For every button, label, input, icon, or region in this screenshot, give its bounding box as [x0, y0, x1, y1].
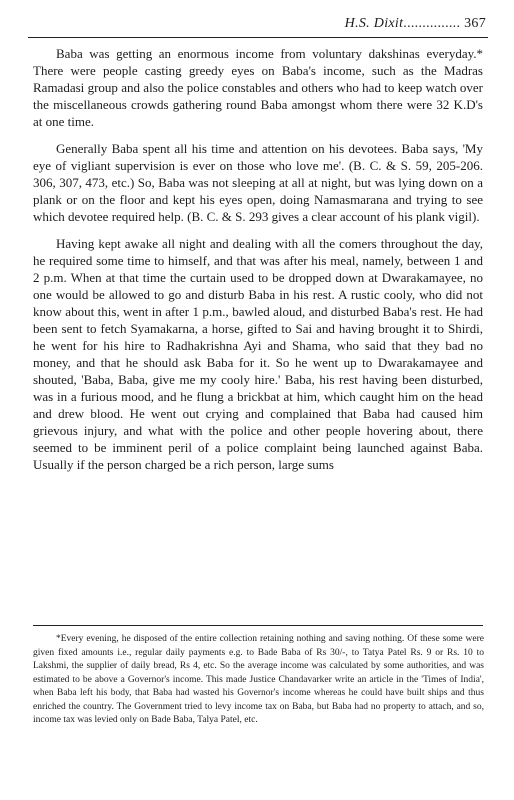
page-number: 367	[464, 16, 486, 31]
paragraph-1: Baba was getting an enormous income from voluntary dakshinas everyday.* There were people casting greedy eyes on Baba's income, such as the Madras Ramadasi group and also the police constables and others who had to keep watch over the miscellaneous crowds gathering round Baba amongst whom there were 32 K.D's at one time.	[33, 46, 483, 129]
body-text	[33, 45, 483, 483]
header-leader-dots: ...............	[403, 16, 461, 31]
paragraph-2: Generally Baba spent all his time and attention on his devotees. Baba says, 'My eye of vigliant supervision is ever on those who love me'. (B. C. & S. 59, 205-206. 306, 307, 473, etc.) So, Baba was not sleeping at all at night, but was lying down on a plank or on the floor and kept his eyes open, doing Namasmarana and trying to see which devotee required help. (B. C. & S. 293 gives a clear account of his plank vigil).	[33, 141, 483, 224]
running-header	[345, 16, 486, 32]
header-rule	[28, 37, 488, 38]
footnote: *Every evening, he disposed of the entire collection retaining nothing and saving nothing. Of these some were given fixed amounts i.e., regular daily payments e.g. to Bade Baba of Rs 30/-, to Tatya Patel Rs. 9 or Rs. 10 to Lakshmi, the supplier of daily bread, Rs 4, etc. So the average income was calculated by some authorities, and was estimated to be above a Governor's income. This made Justice Chandavarker write an article in the 'Times of India', when Baba left his body, that Baba had wasted his Governor's income whereas he could have built ships and thus enriched the country. The Government tried to levy income tax on Baba, but Baba had no property to attach, and so, income tax was levied only on Bade Baba, Talya Patel, etc.	[33, 634, 484, 725]
header-author-name: H.S. Dixit	[344, 16, 404, 31]
paragraph-3: Having kept awake all night and dealing with all the comers throughout the day, he required some time to himself, and that was after his meal, namely, between 1 and 2 p.m. When at that time the curtain used to be dropped down at Dwarakamayee, no one would be allowed to go and disturb Baba in his rest. A rustic cooly, who did not know about this, went in after 1 p.m., bawled aloud, and disturbed Baba's rest. He had been sent to fetch Syamakarna, a horse, gifted to Sai and having brought it to Shirdi, he went for his hire to Radhakrishna Ayi and Shama, who said that they bad no money, and that he should ask Baba for it. So he went up to Dwarakamayee and shouted, 'Baba, Baba, give me my cooly hire.' Baba, his rest having been disturbed, was in a furious mood, and he flung a brickbat at him, which caught him on the head and drew blood. He went out crying and complained that Baba had caused him grievous injury, and what with the police and other people hovering about, there seemed to be imminent peril of a police complaint being launched against Baba. Usually if the person charged be a rich person, large sums	[33, 236, 483, 472]
footnote-rule	[33, 625, 483, 626]
